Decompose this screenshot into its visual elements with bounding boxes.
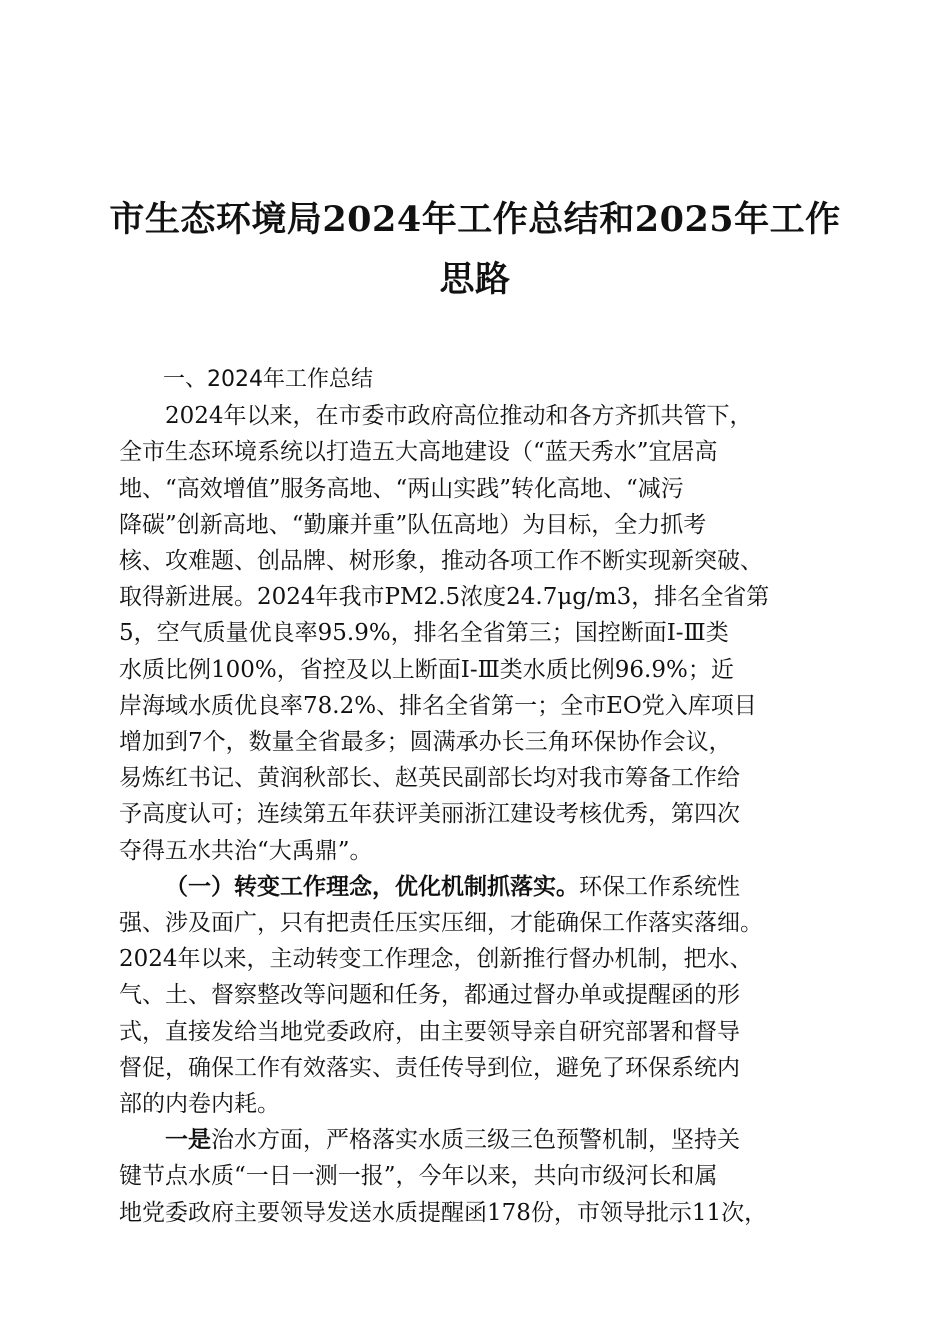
paragraph-line: 2024年以来，在市委市政府高位推动和各方齐抓共管下，	[165, 403, 753, 430]
paragraph-line: 易炼红书记、黄润秋部长、赵英民副部长均对我市筹备工作给	[119, 765, 740, 792]
paragraph-line: 取得新进展。2024年我市PM2.5浓度24.7μg/m3，排名全省第	[119, 584, 770, 611]
paragraph-line: 水质比例100%，省控及以上断面Ⅰ-Ⅲ类水质比例96.9%；近	[119, 656, 734, 683]
paragraph-line: 5，空气质量优良率95.9%，排名全省第三；国控断面Ⅰ-Ⅲ类	[119, 620, 729, 647]
paragraph-line: 气、土、督察整改等问题和任务，都通过督办单或提醒函的形	[119, 982, 740, 1009]
paragraph-line: 地党委政府主要领导发送水质提醒函178份，市领导批示11次，	[119, 1199, 768, 1226]
paragraph-line: 2024年以来，主动转变工作理念，创新推行督办机制，把水、	[119, 946, 753, 973]
paragraph-line: 督促，确保工作有效落实、责任传导到位，避免了环保系统内	[119, 1054, 740, 1081]
document-body	[119, 362, 829, 1231]
paragraph-line	[119, 1122, 829, 1158]
paragraph-water	[119, 1122, 829, 1231]
paragraph-line: 地、“高效增值”服务高地、“两山实践”转化高地、“减污	[119, 475, 684, 502]
title-line-1: 市生态环境局2024年工作总结和2025年工作	[109, 199, 841, 240]
paragraph-line: 部的内卷内耗。	[119, 1091, 280, 1118]
paragraph-line: 予高度认可；连续第五年获评美丽浙江建设考核优秀，第四次	[119, 801, 740, 828]
document-title	[100, 190, 850, 310]
paragraph-text: 治水方面，严格落实水质三级三色预警机制，坚持关	[211, 1127, 740, 1154]
paragraph-line: 岸海域水质优良率78.2%、排名全省第一；全市EO党入库项目	[119, 692, 757, 719]
paragraph-line: 夺得五水共治“大禹鼎”。	[119, 837, 373, 864]
section-heading: 一、2024年工作总结	[163, 367, 373, 392]
paragraph-line	[119, 869, 829, 905]
paragraph-line: 降碳”创新高地、“勤廉并重”队伍高地）为目标，全力抓考	[119, 511, 707, 538]
paragraph-line: 增加到7个，数量全省最多；圆满承办长三角环保协作会议，	[119, 729, 732, 756]
paragraph-work-concept	[119, 869, 829, 1122]
paragraph-summary	[119, 398, 829, 869]
paragraph-line: 核、攻难题、创品牌、树形象，推动各项工作不断实现新突破、	[119, 548, 763, 575]
paragraph-text: 环保工作系统性	[579, 873, 740, 900]
subsection-heading: （一）转变工作理念，优化机制抓落实。	[165, 872, 579, 900]
paragraph-line: 式，直接发给当地党委政府，由主要领导亲自研究部署和督导	[119, 1018, 740, 1045]
paragraph-line: 全市生态环境系统以打造五大高地建设（“蓝天秀水”宜居高	[119, 439, 718, 466]
title-line-2: 思路	[439, 259, 511, 300]
paragraph-line: 键节点水质“一日一测一报”，今年以来，共向市级河长和属	[119, 1163, 718, 1190]
item-lead: 一是	[165, 1126, 211, 1154]
paragraph-line: 强、涉及面广，只有把责任压实压细，才能确保工作落实落细。	[119, 910, 763, 937]
